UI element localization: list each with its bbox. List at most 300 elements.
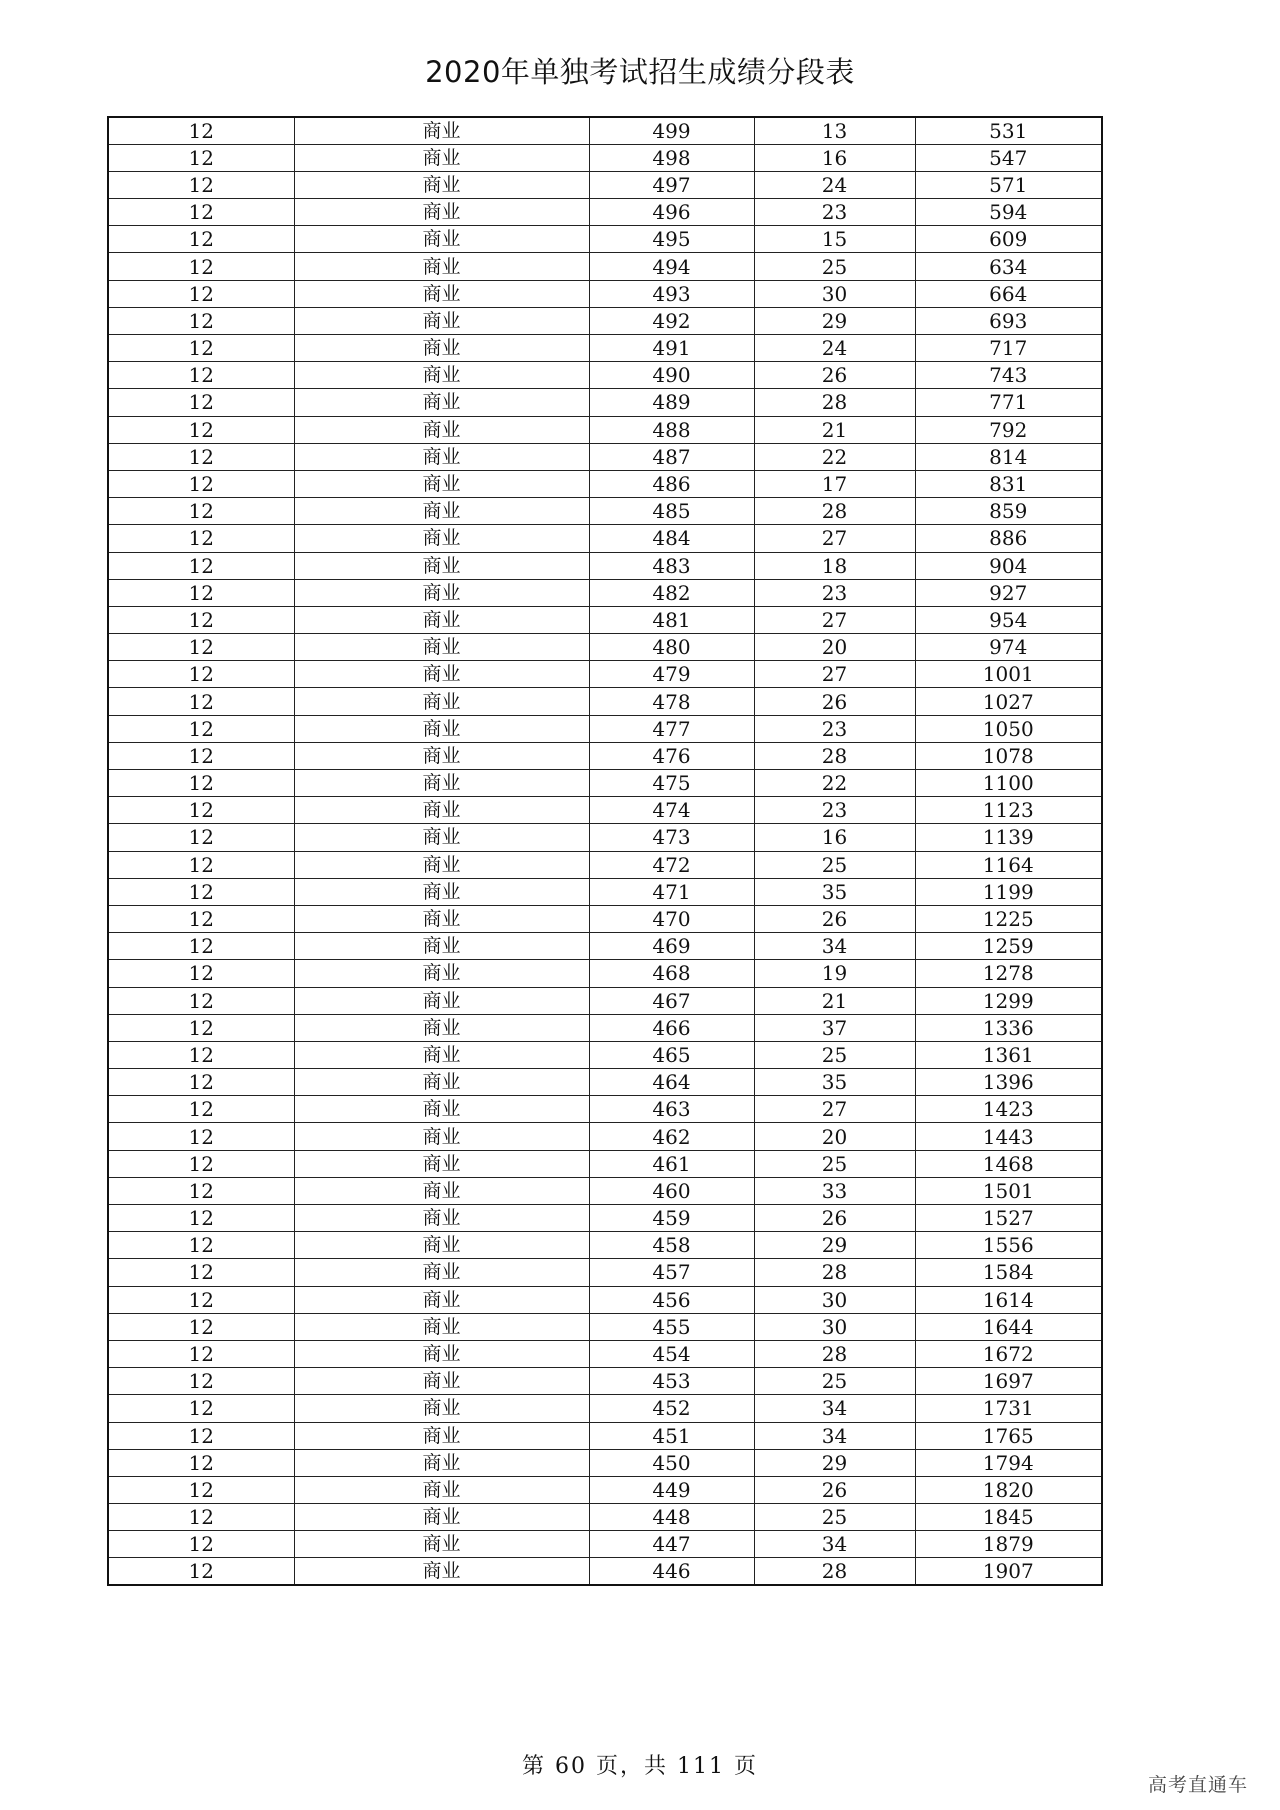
cell-category-name: 商业 [294,498,589,525]
cell-cumulative: 927 [915,579,1102,606]
cell-category-name: 商业 [294,525,589,552]
cell-category-name: 商业 [294,1150,589,1177]
cell-category-name: 商业 [294,416,589,443]
cell-cumulative: 717 [915,335,1102,362]
cell-count: 27 [754,661,915,688]
table-row [108,226,1102,253]
cell-cumulative: 1443 [915,1123,1102,1150]
cell-category-name: 商业 [294,307,589,334]
cell-cumulative: 1123 [915,797,1102,824]
cell-cumulative: 664 [915,280,1102,307]
cell-category-name: 商业 [294,987,589,1014]
table-row [108,661,1102,688]
cell-category-code: 12 [108,1232,294,1259]
cell-category-code: 12 [108,253,294,280]
cell-count: 25 [754,1368,915,1395]
cell-score: 478 [589,688,754,715]
cell-count: 34 [754,933,915,960]
cell-count: 29 [754,307,915,334]
cell-score: 457 [589,1259,754,1286]
table-row [108,878,1102,905]
cell-category-name: 商业 [294,715,589,742]
cell-category-name: 商业 [294,1531,589,1558]
cell-count: 26 [754,1476,915,1503]
cell-cumulative: 594 [915,199,1102,226]
cell-count: 27 [754,525,915,552]
cell-score: 476 [589,742,754,769]
cell-category-code: 12 [108,1340,294,1367]
cell-category-code: 12 [108,1123,294,1150]
table-row [108,1259,1102,1286]
cell-category-code: 12 [108,797,294,824]
cell-category-code: 12 [108,307,294,334]
cell-category-code: 12 [108,1069,294,1096]
cell-cumulative: 1050 [915,715,1102,742]
cell-category-name: 商业 [294,634,589,661]
table-row [108,824,1102,851]
cell-count: 26 [754,905,915,932]
table-row [108,606,1102,633]
cell-category-name: 商业 [294,742,589,769]
cell-score: 486 [589,470,754,497]
cell-category-code: 12 [108,851,294,878]
cell-score: 490 [589,362,754,389]
cell-score: 458 [589,1232,754,1259]
cell-cumulative: 1672 [915,1340,1102,1367]
table-row [108,1205,1102,1232]
cell-category-name: 商业 [294,144,589,171]
cell-score: 484 [589,525,754,552]
cell-score: 460 [589,1177,754,1204]
cell-cumulative: 1396 [915,1069,1102,1096]
cell-score: 465 [589,1041,754,1068]
cell-score: 449 [589,1476,754,1503]
cell-category-code: 12 [108,498,294,525]
cell-category-code: 12 [108,416,294,443]
table-row [108,416,1102,443]
cell-category-code: 12 [108,824,294,851]
cell-count: 21 [754,987,915,1014]
score-distribution-table [107,116,1103,1586]
cell-count: 35 [754,1069,915,1096]
cell-category-code: 12 [108,1368,294,1395]
cell-category-name: 商业 [294,1313,589,1340]
cell-score: 472 [589,851,754,878]
cell-count: 26 [754,1205,915,1232]
cell-category-code: 12 [108,1041,294,1068]
cell-category-name: 商业 [294,1340,589,1367]
cell-score: 482 [589,579,754,606]
cell-score: 468 [589,960,754,987]
cell-category-code: 12 [108,525,294,552]
table-row [108,1014,1102,1041]
cell-cumulative: 814 [915,443,1102,470]
cell-category-name: 商业 [294,389,589,416]
cell-category-name: 商业 [294,335,589,362]
cell-score: 448 [589,1504,754,1531]
cell-score: 464 [589,1069,754,1096]
cell-score: 494 [589,253,754,280]
cell-score: 469 [589,933,754,960]
cell-count: 28 [754,389,915,416]
cell-category-name: 商业 [294,770,589,797]
cell-category-name: 商业 [294,960,589,987]
watermark: 高考直通车 [1147,1774,1248,1796]
cell-count: 30 [754,1313,915,1340]
cell-category-code: 12 [108,634,294,661]
cell-score: 454 [589,1340,754,1367]
page-number: 第 60 页，共 111 页 [522,1754,758,1779]
cell-score: 463 [589,1096,754,1123]
cell-score: 446 [589,1558,754,1585]
cell-cumulative: 634 [915,253,1102,280]
cell-category-name: 商业 [294,117,589,144]
cell-category-code: 12 [108,933,294,960]
cell-count: 15 [754,226,915,253]
cell-cumulative: 1423 [915,1096,1102,1123]
cell-score: 497 [589,171,754,198]
table-row [108,579,1102,606]
cell-count: 22 [754,770,915,797]
cell-cumulative: 1584 [915,1259,1102,1286]
cell-cumulative: 974 [915,634,1102,661]
cell-score: 447 [589,1531,754,1558]
cell-category-code: 12 [108,117,294,144]
cell-category-name: 商业 [294,443,589,470]
table-row [108,1340,1102,1367]
cell-category-name: 商业 [294,1014,589,1041]
cell-category-name: 商业 [294,1232,589,1259]
cell-category-code: 12 [108,878,294,905]
cell-category-name: 商业 [294,1476,589,1503]
cell-count: 29 [754,1232,915,1259]
cell-cumulative: 1278 [915,960,1102,987]
cell-category-code: 12 [108,606,294,633]
cell-count: 20 [754,1123,915,1150]
cell-category-code: 12 [108,226,294,253]
cell-count: 28 [754,742,915,769]
cell-count: 23 [754,199,915,226]
cell-category-name: 商业 [294,171,589,198]
cell-count: 13 [754,117,915,144]
cell-count: 16 [754,144,915,171]
cell-count: 25 [754,1041,915,1068]
cell-score: 487 [589,443,754,470]
cell-count: 30 [754,280,915,307]
table-row [108,634,1102,661]
cell-category-name: 商业 [294,1395,589,1422]
cell-count: 28 [754,498,915,525]
table-row [108,960,1102,987]
cell-score: 483 [589,552,754,579]
cell-count: 35 [754,878,915,905]
table-row [108,117,1102,144]
table-row [108,715,1102,742]
cell-category-code: 12 [108,905,294,932]
cell-count: 34 [754,1395,915,1422]
table-row [108,199,1102,226]
cell-score: 459 [589,1205,754,1232]
cell-cumulative: 1001 [915,661,1102,688]
cell-cumulative: 904 [915,552,1102,579]
cell-category-code: 12 [108,1395,294,1422]
cell-cumulative: 1845 [915,1504,1102,1531]
cell-category-code: 12 [108,1422,294,1449]
cell-cumulative: 1879 [915,1531,1102,1558]
table-row [108,362,1102,389]
cell-category-code: 12 [108,1096,294,1123]
cell-category-name: 商业 [294,1259,589,1286]
cell-category-name: 商业 [294,1422,589,1449]
cell-category-code: 12 [108,144,294,171]
cell-cumulative: 1820 [915,1476,1102,1503]
cell-cumulative: 609 [915,226,1102,253]
cell-score: 470 [589,905,754,932]
cell-category-code: 12 [108,443,294,470]
cell-cumulative: 792 [915,416,1102,443]
cell-category-code: 12 [108,960,294,987]
cell-count: 24 [754,335,915,362]
table-row [108,1286,1102,1313]
cell-category-code: 12 [108,552,294,579]
cell-score: 474 [589,797,754,824]
cell-count: 26 [754,688,915,715]
cell-score: 493 [589,280,754,307]
cell-cumulative: 1644 [915,1313,1102,1340]
cell-category-code: 12 [108,1205,294,1232]
cell-category-name: 商业 [294,1368,589,1395]
cell-cumulative: 1501 [915,1177,1102,1204]
cell-score: 467 [589,987,754,1014]
table-row [108,1177,1102,1204]
cell-category-name: 商业 [294,933,589,960]
cell-category-name: 商业 [294,199,589,226]
table-body [108,117,1102,1585]
cell-count: 29 [754,1449,915,1476]
table-row [108,144,1102,171]
cell-cumulative: 1794 [915,1449,1102,1476]
cell-count: 28 [754,1340,915,1367]
cell-cumulative: 1765 [915,1422,1102,1449]
cell-score: 495 [589,226,754,253]
cell-score: 466 [589,1014,754,1041]
cell-category-code: 12 [108,335,294,362]
cell-score: 450 [589,1449,754,1476]
table-row [108,797,1102,824]
table-row [108,1368,1102,1395]
cell-category-code: 12 [108,171,294,198]
cell-cumulative: 771 [915,389,1102,416]
cell-cumulative: 1361 [915,1041,1102,1068]
cell-cumulative: 571 [915,171,1102,198]
cell-category-name: 商业 [294,1096,589,1123]
cell-category-name: 商业 [294,253,589,280]
cell-count: 33 [754,1177,915,1204]
cell-cumulative: 1527 [915,1205,1102,1232]
cell-category-name: 商业 [294,1041,589,1068]
table-row [108,742,1102,769]
table-row [108,171,1102,198]
cell-cumulative: 1468 [915,1150,1102,1177]
cell-score: 481 [589,606,754,633]
cell-score: 477 [589,715,754,742]
table-row [108,688,1102,715]
cell-category-code: 12 [108,1476,294,1503]
cell-category-code: 12 [108,661,294,688]
cell-count: 25 [754,851,915,878]
cell-cumulative: 1164 [915,851,1102,878]
cell-cumulative: 1731 [915,1395,1102,1422]
cell-cumulative: 1139 [915,824,1102,851]
cell-category-code: 12 [108,770,294,797]
cell-cumulative: 1299 [915,987,1102,1014]
cell-count: 23 [754,579,915,606]
cell-cumulative: 1027 [915,688,1102,715]
cell-category-code: 12 [108,1504,294,1531]
table-row [108,1232,1102,1259]
cell-category-name: 商业 [294,878,589,905]
table-row [108,1395,1102,1422]
cell-category-name: 商业 [294,797,589,824]
cell-score: 498 [589,144,754,171]
cell-cumulative: 954 [915,606,1102,633]
cell-category-code: 12 [108,1014,294,1041]
cell-category-name: 商业 [294,1504,589,1531]
cell-cumulative: 743 [915,362,1102,389]
cell-cumulative: 1100 [915,770,1102,797]
cell-category-code: 12 [108,579,294,606]
cell-category-code: 12 [108,688,294,715]
cell-category-name: 商业 [294,606,589,633]
cell-count: 26 [754,362,915,389]
table-row [108,1096,1102,1123]
cell-category-code: 12 [108,199,294,226]
cell-count: 27 [754,1096,915,1123]
cell-count: 24 [754,171,915,198]
cell-count: 25 [754,1150,915,1177]
table-row [108,1558,1102,1585]
cell-cumulative: 1697 [915,1368,1102,1395]
table-row [108,1476,1102,1503]
cell-count: 27 [754,606,915,633]
cell-score: 455 [589,1313,754,1340]
cell-score: 473 [589,824,754,851]
cell-category-name: 商业 [294,1205,589,1232]
cell-cumulative: 1556 [915,1232,1102,1259]
cell-score: 496 [589,199,754,226]
cell-score: 488 [589,416,754,443]
cell-category-name: 商业 [294,280,589,307]
cell-category-code: 12 [108,987,294,1014]
cell-category-name: 商业 [294,226,589,253]
cell-cumulative: 1907 [915,1558,1102,1585]
table-row [108,1504,1102,1531]
cell-score: 492 [589,307,754,334]
cell-score: 452 [589,1395,754,1422]
cell-category-name: 商业 [294,824,589,851]
cell-score: 461 [589,1150,754,1177]
table-row [108,389,1102,416]
table-row [108,335,1102,362]
cell-score: 480 [589,634,754,661]
cell-category-name: 商业 [294,1123,589,1150]
table-row [108,987,1102,1014]
cell-cumulative: 1614 [915,1286,1102,1313]
cell-count: 20 [754,634,915,661]
page-title: 2020年单独考试招生成绩分段表 [425,55,855,89]
table-row [108,1531,1102,1558]
table-row [108,307,1102,334]
cell-category-name: 商业 [294,688,589,715]
cell-count: 17 [754,470,915,497]
cell-category-code: 12 [108,742,294,769]
cell-count: 25 [754,1504,915,1531]
cell-cumulative: 831 [915,470,1102,497]
cell-cumulative: 1078 [915,742,1102,769]
cell-count: 34 [754,1531,915,1558]
cell-category-code: 12 [108,389,294,416]
cell-count: 16 [754,824,915,851]
table-row [108,525,1102,552]
cell-score: 453 [589,1368,754,1395]
table-row [108,280,1102,307]
table-row [108,851,1102,878]
cell-category-name: 商业 [294,1069,589,1096]
cell-category-name: 商业 [294,1449,589,1476]
table-row [108,933,1102,960]
cell-category-name: 商业 [294,470,589,497]
table-row [108,1041,1102,1068]
cell-category-name: 商业 [294,362,589,389]
cell-score: 456 [589,1286,754,1313]
table-row [108,253,1102,280]
cell-count: 30 [754,1286,915,1313]
table-row [108,1123,1102,1150]
cell-category-code: 12 [108,1259,294,1286]
cell-count: 25 [754,253,915,280]
cell-count: 22 [754,443,915,470]
cell-category-code: 12 [108,1150,294,1177]
cell-count: 21 [754,416,915,443]
table-row [108,1069,1102,1096]
table-row [108,770,1102,797]
cell-category-code: 12 [108,1449,294,1476]
cell-category-code: 12 [108,280,294,307]
table-row [108,1422,1102,1449]
table-row [108,552,1102,579]
cell-cumulative: 886 [915,525,1102,552]
cell-score: 475 [589,770,754,797]
cell-category-name: 商业 [294,1558,589,1585]
cell-category-name: 商业 [294,1177,589,1204]
cell-score: 489 [589,389,754,416]
cell-count: 23 [754,715,915,742]
cell-category-name: 商业 [294,905,589,932]
cell-category-code: 12 [108,1286,294,1313]
table-row [108,905,1102,932]
cell-category-code: 12 [108,470,294,497]
cell-score: 491 [589,335,754,362]
cell-count: 19 [754,960,915,987]
cell-category-name: 商业 [294,552,589,579]
table-row [108,1449,1102,1476]
cell-category-name: 商业 [294,579,589,606]
cell-cumulative: 1199 [915,878,1102,905]
cell-category-name: 商业 [294,661,589,688]
cell-cumulative: 1259 [915,933,1102,960]
cell-cumulative: 1336 [915,1014,1102,1041]
table-row [108,443,1102,470]
